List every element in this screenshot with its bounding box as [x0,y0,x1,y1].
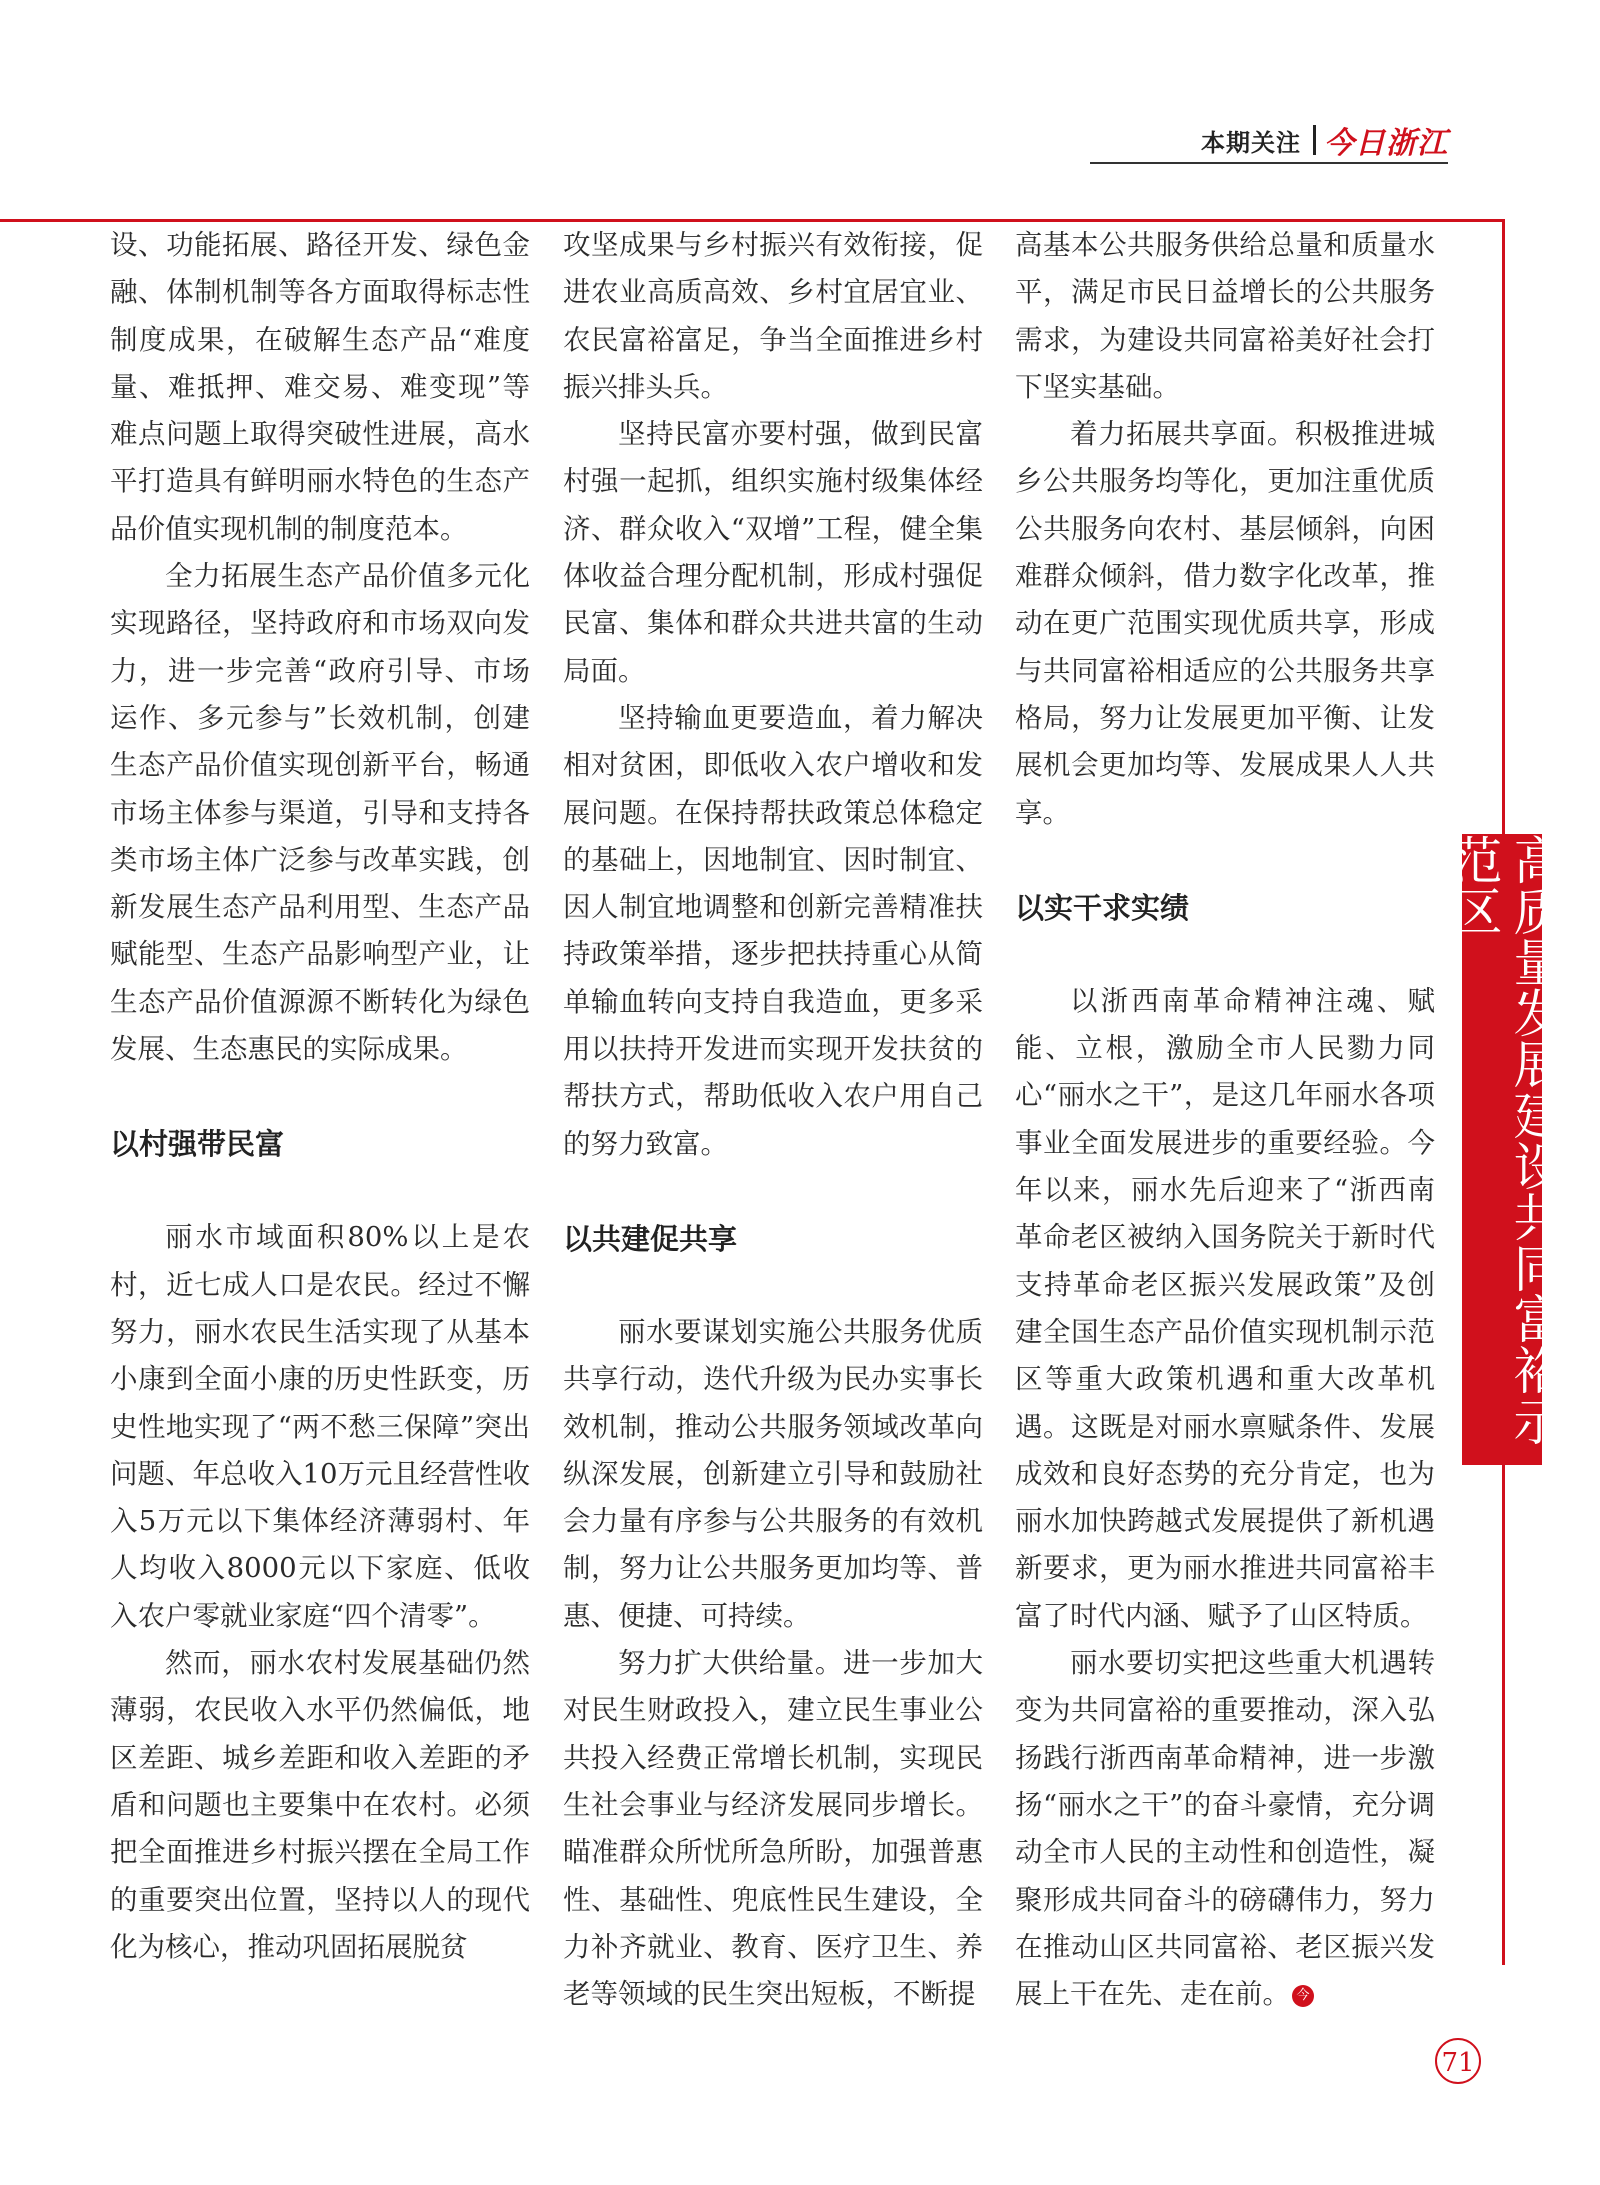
paragraph: 以浙西南革命精神注魂、赋能、立根，激励全市人民勠力同心“丽水之干”，是这几年丽水各项事业全面发展进步的重要经验。今年以来，丽水先后迎来了“浙西南革命老区被纳入国务院关于新时代支持革命老区振兴发展政策”及创建全国生态产品价值实现机制示范区等重大政策机遇和重大改革机遇。这既是对丽水禀赋条件、发展成效和良好态势的充分肯定，也为丽水加快跨越式发展提供了新机遇新要求，更为丽水推进共同富裕丰富了时代内涵、赋予了山区特质。 [1015,984,1435,1632]
paragraph: 着力拓展共享面。积极推进城乡公共服务均等化，更加注重优质公共服务向农村、基层倾斜，向困难群众倾斜，借力数字化改革，推动在更广范围实现优质共享，形成与共同富裕相适应的公共服务共享格局，努力让发展更加平衡、让发展机会更加均等、发展成果人人共享。 [1015,418,1435,829]
section-heading: 以共建促共享 [563,1221,738,1256]
paragraph: 丽水要谋划实施公共服务优质共享行动，迭代升级为民办实事长效机制，推动公共服务领域改革向纵深发展，创新建立引导和鼓励社会力量有序参与公共服务的有效机制，努力让公共服务更加均等、普惠、便捷、可持续。 [563,1315,983,1632]
paragraph: 努力扩大供给量。进一步加大对民生财政投入，建立民生事业公共投入经费正常增长机制，实现民生社会事业与经济发展同步增长。瞄准群众所忧所急所盼，加强普惠性、基础性、兜底性民生建设，全力补齐就业、教育、医疗卫生、养老等领域的民生突出短板，不断提 [563,1647,983,2011]
section-label: 本期关注 [1201,128,1301,157]
paragraph [1015,1640,1435,2018]
paragraph-text: 丽水要切实把这些重大机遇转变为共同富裕的重要推动，深入弘扬践行浙西南革命精神，进一步激扬“丽水之干”的奋斗豪情，充分调动全市人民的主动性和创造性，凝聚形成共同奋斗的磅礴伟力，努力在推动山区共同富裕、老区振兴发展上干在先、走在前。 [1015,1647,1435,2011]
running-header [1090,120,1448,160]
paragraph: 高基本公共服务供给总量和质量水平，满足市民日益增长的公共服务需求，为建设共同富裕美好社会打下坚实基础。 [1015,229,1435,403]
paragraph: 然而，丽水农村发展基础仍然薄弱，农民收入水平仍然偏低，地区差距、城乡差距和收入差距的矛盾和问题也主要集中在农村。必须把全面推进乡村振兴摆在全局工作的重要突出位置，坚持以人的现代化为核心，推动巩固拓展脱贫 [110,1647,530,1963]
paragraph: 攻坚成果与乡村振兴有效衔接，促进农业高质高效、乡村宜居宜业、农民富裕富足，争当全面推进乡村振兴排头兵。 [563,229,983,403]
end-mark-icon: 今 [1292,1985,1314,2007]
vertical-banner [1442,834,1563,1465]
red-frame-right-lower [1502,1465,1505,1965]
paragraph: 设、功能拓展、路径开发、绿色金融、体制机制等各方面取得标志性制度成果，在破解生态产品“难度量、难抵押、难交易、难变现”等难点问题上取得突破性进展，高水平打造具有鲜明丽水特色的生态产品价值实现机制的制度范本。 [110,229,530,545]
header-divider [1313,125,1316,155]
page-number: 71 [1435,2038,1481,2084]
red-frame-right-upper [1502,219,1505,834]
article-column-1 [110,222,530,1971]
paragraph: 坚持输血更要造血，着力解决相对贫困，即低收入农户增收和发展问题。在保持帮扶政策总体稳定的基础上，因地制宜、因时制宜、因人制宜地调整和创新完善精准扶持政策举措，逐步把扶持重心从简单输血转向支持自我造血，更多采用以扶持开发进而实现开发扶贫的帮扶方式，帮助低收入农户用自己的努力致富。 [563,701,983,1160]
magazine-logo: 今日浙江 [1324,126,1448,161]
article-column-2 [563,222,983,2018]
paragraph: 坚持民富亦要村强，做到民富村强一起抓，组织实施村级集体经济、群众收入“双增”工程，健全集体收益合理分配机制，形成村强促民富、集体和群众共进共富的生动局面。 [563,418,983,687]
section-heading: 以村强带民富 [110,1127,285,1162]
paragraph: 全力拓展生态产品价值多元化实现路径，坚持政府和市场双向发力，进一步完善“政府引导、市场运作、多元参与”长效机制，创建生态产品价值实现创新平台，畅通市场主体参与渠道，引导和支持各类市场主体广泛参与改革实践，创新发展生态产品利用型、生态产品赋能型、生态产品影响型产业，让生态产品价值源源不断转化为绿色发展、生态惠民的实际成果。 [110,560,530,1066]
banner-text: 高质量发展建设共同富裕示范区 [1442,834,1563,1446]
paragraph: 丽水市域面积80%以上是农村，近七成人口是农民。经过不懈努力，丽水农民生活实现了从基本小康到全面小康的历史性跃变，历史性地实现了“两不愁三保障”突出问题、年总收入10万元且经营性收入5万元以下集体经济薄弱村、年人均收入8000元以下家庭、低收入农户零就业家庭“四个清零”。 [110,1221,530,1632]
section-heading: 以实干求实绩 [1015,890,1190,925]
header-rule [1090,162,1448,164]
article-column-3 [1015,222,1435,2018]
